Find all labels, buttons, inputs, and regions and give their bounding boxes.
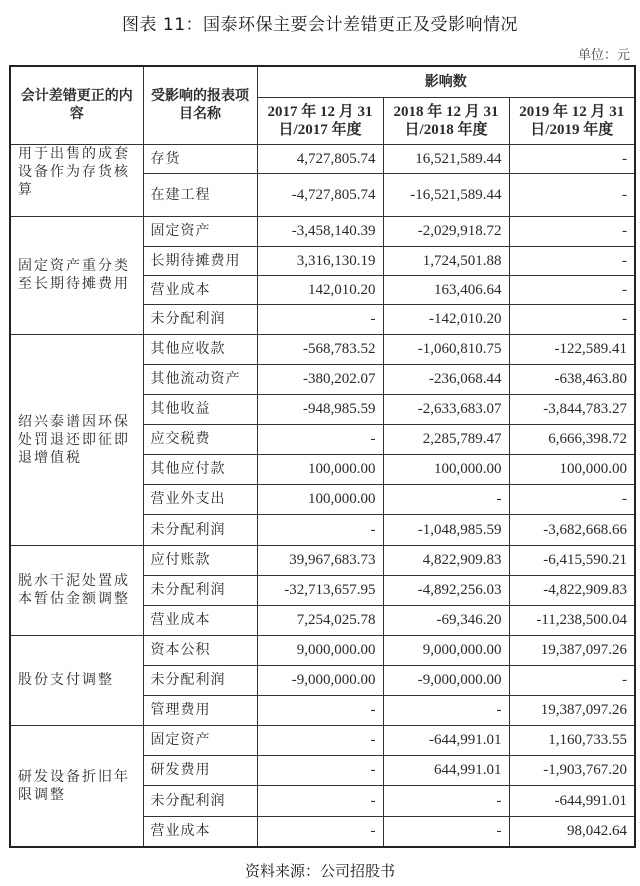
value-2019-cell: -122,589.41 — [509, 334, 635, 364]
value-2017-cell: -32,713,657.95 — [257, 575, 383, 605]
value-2018-cell: - — [383, 695, 509, 725]
group-name-cell: 用于出售的成套设备作为存货核算 — [10, 144, 143, 216]
value-2017-cell: -380,202.07 — [257, 364, 383, 394]
value-2019-cell: 100,000.00 — [509, 454, 635, 484]
value-2018-cell: 9,000,000.00 — [383, 635, 509, 665]
value-2018-cell: -16,521,589.44 — [383, 173, 509, 216]
unit-label: 单位：元 — [577, 48, 630, 63]
item-name-cell: 其他流动资产 — [143, 364, 257, 394]
value-2018-cell: -142,010.20 — [383, 304, 509, 334]
value-2019-cell: - — [509, 246, 635, 275]
value-2017-cell: 3,316,130.19 — [257, 246, 383, 275]
item-name-cell: 营业成本 — [143, 816, 257, 847]
value-2017-cell: 39,967,683.73 — [257, 545, 383, 575]
value-2019-cell: -3,844,783.27 — [509, 394, 635, 424]
value-2017-cell: - — [257, 816, 383, 847]
item-name-cell: 长期待摊费用 — [143, 246, 257, 275]
value-2019-cell: -638,463.80 — [509, 364, 635, 394]
value-2018-cell: -644,991.01 — [383, 725, 509, 755]
value-2018-cell: -2,029,918.72 — [383, 216, 509, 246]
value-2019-cell: - — [509, 173, 635, 216]
item-name-cell: 固定资产 — [143, 725, 257, 755]
table-row — [10, 545, 635, 575]
value-2019-cell: - — [509, 144, 635, 173]
value-2017-cell: 9,000,000.00 — [257, 635, 383, 665]
value-2018-cell: -9,000,000.00 — [383, 665, 509, 695]
value-2018-cell: -69,346.20 — [383, 605, 509, 635]
value-2018-cell: - — [383, 816, 509, 847]
item-name-cell: 未分配利润 — [143, 514, 257, 545]
value-2019-cell: -644,991.01 — [509, 785, 635, 816]
value-2017-cell: - — [257, 695, 383, 725]
item-name-cell: 其他应收款 — [143, 334, 257, 364]
value-2018-cell: 16,521,589.44 — [383, 144, 509, 173]
value-2018-cell: -1,048,985.59 — [383, 514, 509, 545]
header-impact: 影响数 — [257, 66, 635, 97]
value-2019-cell: 98,042.64 — [509, 816, 635, 847]
group-name-cell: 绍兴泰谱因环保处罚退还即征即退增值税 — [10, 334, 143, 545]
value-2017-cell: 4,727,805.74 — [257, 144, 383, 173]
item-name-cell: 存货 — [143, 144, 257, 173]
item-name-cell: 研发费用 — [143, 755, 257, 785]
value-2017-cell: 100,000.00 — [257, 454, 383, 484]
value-2018-cell: 644,991.01 — [383, 755, 509, 785]
table-row — [10, 334, 635, 364]
item-name-cell: 固定资产 — [143, 216, 257, 246]
value-2017-cell: - — [257, 725, 383, 755]
value-2017-cell: 7,254,025.78 — [257, 605, 383, 635]
item-name-cell: 未分配利润 — [143, 665, 257, 695]
item-name-cell: 未分配利润 — [143, 575, 257, 605]
value-2018-cell: 163,406.64 — [383, 275, 509, 304]
header-affected-item: 受影响的报表项目名称 — [143, 66, 257, 144]
table-row — [10, 725, 635, 755]
header-correction-content: 会计差错更正的内容 — [10, 66, 143, 144]
value-2017-cell: - — [257, 304, 383, 334]
value-2017-cell: -948,985.59 — [257, 394, 383, 424]
value-2017-cell: 100,000.00 — [257, 484, 383, 514]
value-2019-cell: -3,682,668.66 — [509, 514, 635, 545]
value-2017-cell: - — [257, 785, 383, 816]
value-2019-cell: 6,666,398.72 — [509, 424, 635, 454]
group-name-cell: 固定资产重分类至长期待摊费用 — [10, 216, 143, 334]
figure-title: 图表 11：国泰环保主要会计差错更正及受影响情况 — [121, 15, 519, 35]
value-2019-cell: - — [509, 216, 635, 246]
item-name-cell: 资本公积 — [143, 635, 257, 665]
item-name-cell: 应付账款 — [143, 545, 257, 575]
item-name-cell: 营业成本 — [143, 275, 257, 304]
value-2019-cell: - — [509, 275, 635, 304]
value-2018-cell: -2,633,683.07 — [383, 394, 509, 424]
group-name-cell: 股份支付调整 — [10, 635, 143, 725]
header-year-2017: 2017 年 12 月 31 日/2017 年度 — [257, 97, 383, 144]
item-name-cell: 应交税费 — [143, 424, 257, 454]
value-2017-cell: -4,727,805.74 — [257, 173, 383, 216]
value-2018-cell: 2,285,789.47 — [383, 424, 509, 454]
group-name-cell: 研发设备折旧年限调整 — [10, 725, 143, 847]
value-2019-cell: 1,160,733.55 — [509, 725, 635, 755]
group-name-cell: 脱水干泥处置成本暂估金额调整 — [10, 545, 143, 635]
source-note: 资料来源：公司招股书 — [244, 862, 395, 880]
value-2017-cell: -3,458,140.39 — [257, 216, 383, 246]
value-2017-cell: - — [257, 514, 383, 545]
item-name-cell: 其他应付款 — [143, 454, 257, 484]
value-2018-cell: - — [383, 785, 509, 816]
item-name-cell: 未分配利润 — [143, 304, 257, 334]
value-2019-cell: -4,822,909.83 — [509, 575, 635, 605]
value-2018-cell: -4,892,256.03 — [383, 575, 509, 605]
value-2018-cell: -1,060,810.75 — [383, 334, 509, 364]
value-2018-cell: 4,822,909.83 — [383, 545, 509, 575]
value-2017-cell: - — [257, 424, 383, 454]
table-row — [10, 144, 635, 173]
value-2018-cell: 1,724,501.88 — [383, 246, 509, 275]
table-body — [10, 144, 635, 847]
header-year-2019: 2019 年 12 月 31 日/2019 年度 — [509, 97, 635, 144]
value-2017-cell: - — [257, 755, 383, 785]
value-2019-cell: - — [509, 304, 635, 334]
value-2018-cell: -236,068.44 — [383, 364, 509, 394]
table-row — [10, 635, 635, 665]
correction-table — [9, 65, 636, 848]
value-2018-cell: 100,000.00 — [383, 454, 509, 484]
value-2019-cell: -6,415,590.21 — [509, 545, 635, 575]
value-2017-cell: -9,000,000.00 — [257, 665, 383, 695]
item-name-cell: 其他收益 — [143, 394, 257, 424]
item-name-cell: 管理费用 — [143, 695, 257, 725]
item-name-cell: 在建工程 — [143, 173, 257, 216]
header-year-2018: 2018 年 12 月 31 日/2018 年度 — [383, 97, 509, 144]
item-name-cell: 未分配利润 — [143, 785, 257, 816]
value-2019-cell: 19,387,097.26 — [509, 635, 635, 665]
value-2019-cell: - — [509, 665, 635, 695]
value-2019-cell: - — [509, 484, 635, 514]
table-row — [10, 216, 635, 246]
item-name-cell: 营业成本 — [143, 605, 257, 635]
value-2019-cell: 19,387,097.26 — [509, 695, 635, 725]
value-2017-cell: 142,010.20 — [257, 275, 383, 304]
value-2019-cell: -1,903,767.20 — [509, 755, 635, 785]
value-2019-cell: -11,238,500.04 — [509, 605, 635, 635]
value-2018-cell: - — [383, 484, 509, 514]
item-name-cell: 营业外支出 — [143, 484, 257, 514]
value-2017-cell: -568,783.52 — [257, 334, 383, 364]
